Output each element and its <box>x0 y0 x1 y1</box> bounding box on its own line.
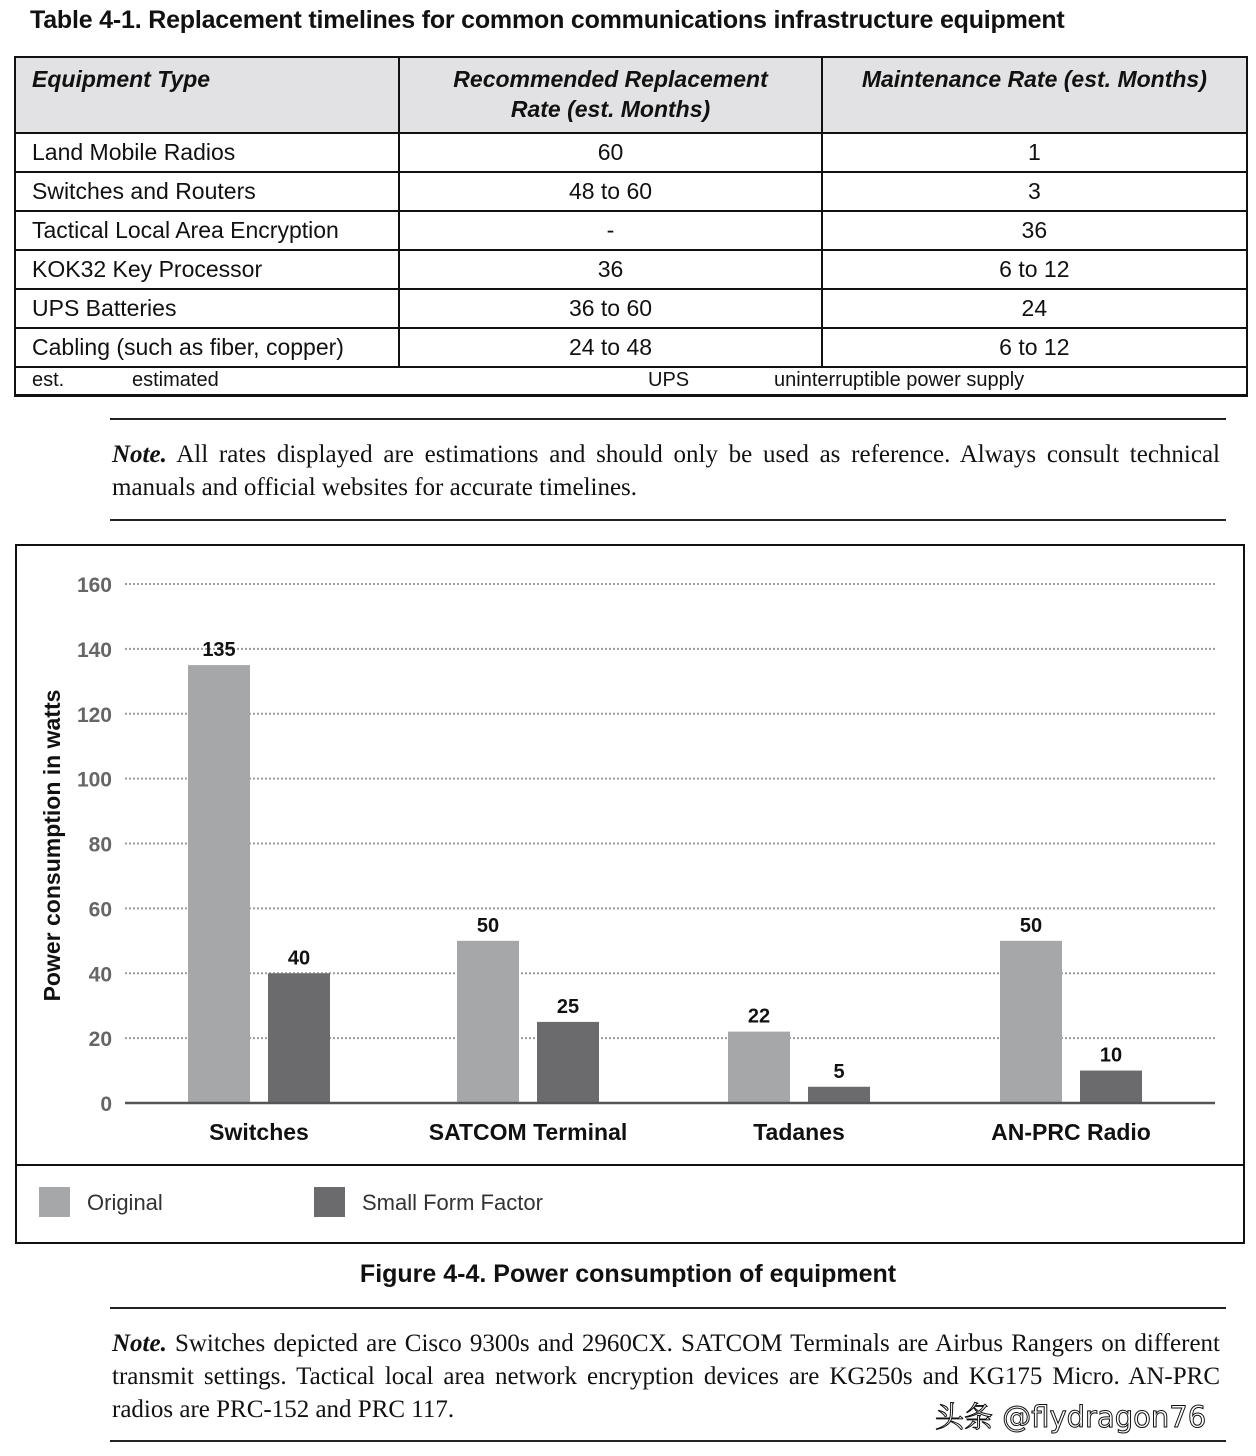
bar-original <box>728 1032 790 1103</box>
data-label: 10 <box>1099 1044 1123 1067</box>
figure-note-label: Note. <box>112 1330 167 1357</box>
cell-replacement-rate: - <box>399 211 821 250</box>
cell-maintenance-rate: 6 to 12 <box>822 328 1247 367</box>
data-label: 40 <box>287 947 311 970</box>
x-tick-label: Tadanes <box>753 1119 845 1145</box>
figure-note-rule-bottom <box>110 1440 1226 1442</box>
abbreviation-meaning: uninterruptible power supply <box>774 369 1025 391</box>
cell-replacement-rate: 60 <box>399 133 821 172</box>
bar-small-form-factor <box>268 973 330 1103</box>
bar-small-form-factor <box>808 1087 870 1103</box>
cell-maintenance-rate: 24 <box>822 289 1247 328</box>
y-tick-label: 100 <box>76 768 112 792</box>
bar-original <box>188 665 250 1103</box>
cell-equipment-type: Switches and Routers <box>15 172 399 211</box>
cell-replacement-rate: 24 to 48 <box>399 328 821 367</box>
x-tick-label: Switches <box>209 1119 309 1145</box>
header-replacement-rate-line2: Rate (est. Months) <box>510 96 711 122</box>
y-tick-label: 20 <box>88 1028 112 1052</box>
abbreviation-term: est. <box>32 369 65 391</box>
cell-maintenance-rate: 3 <box>822 172 1247 211</box>
cell-maintenance-rate: 1 <box>822 133 1247 172</box>
data-label: 50 <box>1019 914 1043 937</box>
header-replacement-rate-line1: Recommended Replacement <box>453 66 768 92</box>
cell-replacement-rate: 36 to 60 <box>399 289 821 328</box>
legend-swatch-original <box>39 1187 70 1217</box>
cell-equipment-type: Cabling (such as fiber, copper) <box>15 328 399 367</box>
legend-label: Small Form Factor <box>362 1190 543 1215</box>
header-equipment-type: Equipment Type <box>15 57 399 133</box>
cell-equipment-type: Tactical Local Area Encryption <box>15 211 399 250</box>
cell-equipment-type: KOK32 Key Processor <box>15 250 399 289</box>
abbreviation-meaning: estimated <box>132 369 219 391</box>
figure-note-text: Switches depicted are Cisco 9300s and 2960CX. SATCOM Terminals are Airbus Rangers on different transmit settings. Tactical local area network encryption devices are KG250s and KG175 Micro. AN-PRC radios are PRC-152 and PRC 117. <box>112 1330 1220 1423</box>
y-tick-label: 140 <box>76 638 112 662</box>
table-note-text: All rates displayed are estimations and should only be used as reference. Always consult technical manuals and official websites for accurate timelines. <box>112 441 1220 501</box>
figure-note-rule-top <box>110 1307 1226 1309</box>
x-tick-label: SATCOM Terminal <box>428 1119 628 1145</box>
y-axis-label: Power consumption in watts <box>39 689 65 1002</box>
y-tick-label: 40 <box>88 963 112 987</box>
legend-label: Original <box>87 1190 163 1215</box>
bar-small-form-factor <box>537 1022 599 1103</box>
cell-maintenance-rate: 6 to 12 <box>822 250 1247 289</box>
bar-small-form-factor <box>1080 1071 1142 1103</box>
y-tick-label: 0 <box>100 1093 112 1116</box>
legend-swatch-small-form-factor <box>314 1187 345 1217</box>
header-maintenance-rate: Maintenance Rate (est. Months) <box>822 57 1247 133</box>
y-tick-label: 80 <box>88 833 112 857</box>
cell-equipment-type: UPS Batteries <box>15 289 399 328</box>
figure-title: Figure 4-4. Power consumption of equipment <box>359 1260 897 1288</box>
watermark: 头条 @flydragon76 <box>935 1400 1207 1434</box>
bar-original <box>1000 941 1062 1103</box>
cell-replacement-rate: 48 to 60 <box>399 172 821 211</box>
cell-equipment-type: Land Mobile Radios <box>15 133 399 172</box>
table-note-label: Note. <box>112 441 167 468</box>
table-title: Table 4-1. Replacement timelines for common communications infrastructure equipment <box>30 6 1065 34</box>
data-label: 50 <box>476 914 500 937</box>
data-label: 135 <box>202 639 236 662</box>
y-tick-label: 120 <box>76 703 112 727</box>
abbreviation-term: UPS <box>648 369 690 391</box>
data-label: 22 <box>747 1005 771 1028</box>
cell-replacement-rate: 36 <box>399 250 821 289</box>
cell-maintenance-rate: 36 <box>822 211 1247 250</box>
y-tick-label: 60 <box>88 898 112 922</box>
data-label: 25 <box>556 995 580 1018</box>
data-label: 5 <box>833 1060 845 1083</box>
bar-original <box>457 941 519 1103</box>
x-tick-label: AN-PRC Radio <box>991 1119 1151 1145</box>
y-tick-label: 160 <box>76 574 112 597</box>
